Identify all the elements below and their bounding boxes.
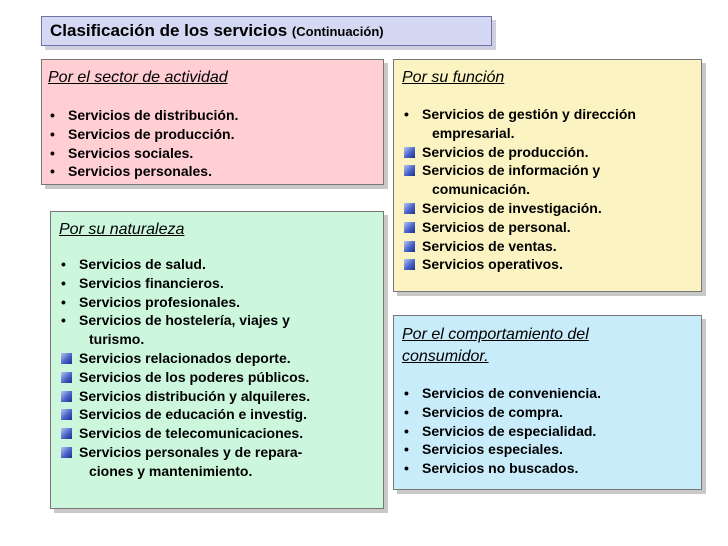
list-item [402, 161, 701, 199]
list-item [59, 349, 383, 368]
list-item [402, 143, 701, 162]
list-item [59, 311, 383, 349]
list-item: • Servicios especiales. [402, 440, 701, 459]
list-item [59, 405, 383, 424]
list-item-text: Servicios de investigación. [422, 199, 602, 216]
list-item-text: Servicios de ventas. [422, 237, 557, 254]
list-item: • Servicios de distribución. [48, 106, 383, 125]
list-item [59, 293, 383, 312]
list-item-text: Servicios operativos. [422, 256, 563, 273]
title-main: Clasificación de los servicios [50, 21, 288, 40]
list-item: • Servicios de conveniencia. [402, 384, 701, 403]
funcion-heading: Por su función [402, 69, 505, 86]
list-item [59, 274, 383, 293]
list-item-text: Servicios de información y [422, 162, 601, 179]
list-item-continuation: comunicación. [432, 181, 531, 198]
list-item-continuation: turismo. [89, 331, 145, 348]
list-item-text: Servicios de educación e investig. [79, 406, 307, 423]
list-item-text: Servicios de gestión y dirección [422, 106, 636, 122]
list-item-text: Servicios de telecomunicaciones. [79, 425, 304, 442]
comportamiento-list [402, 384, 701, 478]
list-item [402, 218, 701, 237]
naturaleza-heading: Por su naturaleza [59, 221, 185, 238]
list-item-text: Servicios de producción. [422, 143, 589, 160]
naturaleza-box [50, 211, 384, 509]
comportamiento-heading [402, 324, 701, 368]
list-item [59, 387, 383, 406]
list-item [402, 237, 701, 256]
list-item [402, 255, 701, 274]
list-item: • Servicios de producción. [48, 125, 383, 144]
naturaleza-list [59, 255, 383, 481]
list-item: • Servicios sociales. [48, 144, 383, 163]
list-item-text: Servicios distribución y alquileres. [79, 387, 311, 404]
list-item-text: Servicios de personal. [422, 218, 571, 235]
list-item [59, 424, 383, 443]
sector-list [48, 106, 383, 181]
list-item-text: Servicios financieros. [79, 274, 224, 291]
list-item: • Servicios personales. [48, 162, 383, 181]
title-sub: (Continuación) [291, 24, 384, 39]
list-item-text: Servicios de salud. [79, 256, 206, 272]
funcion-box [393, 59, 702, 292]
list-item [402, 199, 701, 218]
list-item-continuation: empresarial. [432, 124, 515, 141]
funcion-list [402, 105, 701, 274]
list-item [59, 255, 383, 274]
list-item [59, 368, 383, 387]
comportamiento-box [393, 315, 702, 490]
comportamiento-heading-line2: consumidor. [402, 348, 489, 365]
list-item-text: Servicios profesionales. [79, 293, 241, 310]
list-item-text: Servicios relacionados deporte. [79, 349, 291, 366]
list-item-text: Servicios de hostelería, viajes y [79, 312, 290, 329]
list-item: • Servicios de especialidad. [402, 422, 701, 441]
list-item-text: Servicios personales y de repara- [79, 443, 303, 460]
slide-title [41, 16, 492, 46]
comportamiento-heading-line1: Por el comportamiento del [402, 326, 589, 343]
list-item [59, 443, 383, 481]
list-item-continuation: ciones y mantenimiento. [89, 462, 253, 479]
sector-box [41, 59, 384, 185]
list-item-text: Servicios de los poderes públicos. [79, 368, 310, 385]
sector-heading: Por el sector de actividad [48, 69, 228, 86]
list-item: • Servicios no buscados. [402, 459, 701, 478]
list-item: • Servicios de compra. [402, 403, 701, 422]
list-item [402, 105, 701, 143]
